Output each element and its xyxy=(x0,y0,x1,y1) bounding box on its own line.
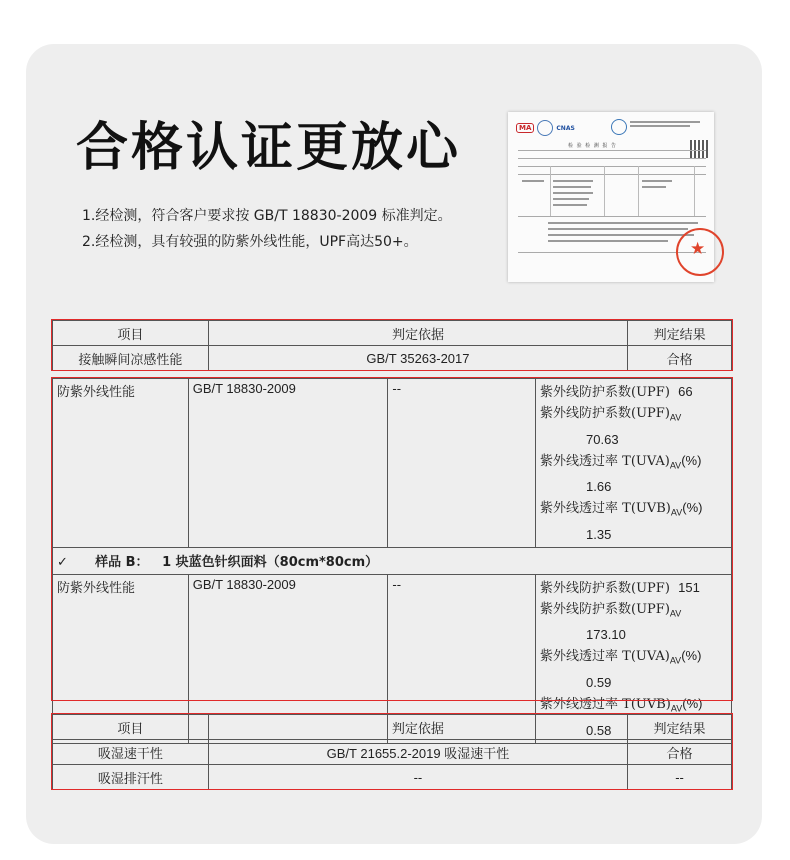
header-item: 项目 xyxy=(53,715,209,740)
table-row xyxy=(53,740,732,765)
cell-item: 吸湿排汗性 xyxy=(53,765,209,790)
sample-b-header xyxy=(53,547,732,574)
cell-result: 合格 xyxy=(628,346,732,371)
result-uvb-label: 紫外线透过率 $T(UVB)_{AV}(\%)$ xyxy=(540,500,703,518)
cell-result: -- xyxy=(628,765,732,790)
qr-code-icon xyxy=(690,140,708,158)
result-upf-av-value: 173.10 xyxy=(586,627,626,643)
sample-b-desc: 1 块蓝色针织面料（80cm*80cm） xyxy=(162,555,379,571)
uv-protection-table xyxy=(52,378,732,744)
cell-item: 接触瞬间凉感性能 xyxy=(53,346,209,371)
cell-requirement: -- xyxy=(388,379,536,548)
result-uvb-value: 0.58 xyxy=(586,722,612,738)
page-title: 合格认证更放心 xyxy=(76,118,462,178)
result-upf: 紫外线防护系数(UPF) 151 xyxy=(540,579,700,596)
cnas-logo: CNAS xyxy=(556,124,575,132)
sample-b-header-row xyxy=(53,547,732,574)
header-result: 判定结果 xyxy=(628,321,732,346)
table-header-row xyxy=(53,321,732,346)
table-row xyxy=(53,346,732,371)
result-uva-label: 紫外线透过率 $T(UVA)_{AV}(\%)$ xyxy=(540,452,702,471)
result-uvb-label: 紫外线透过率 $T(UVB)_{AV}(\%)$ xyxy=(540,695,703,714)
result-upf-av-label: 紫外线防护系数$(UPF)_{AV}$ xyxy=(540,601,682,619)
header-basis: 判定依据 xyxy=(208,321,627,346)
result-upf: 紫外线防护系数(UPF) 66 xyxy=(540,384,693,400)
cell-standard: -- xyxy=(208,765,627,790)
cell-standard: GB/T 18830-2009 xyxy=(188,379,388,548)
ma-logo: MA xyxy=(516,123,534,133)
table-row-sample-a xyxy=(53,379,732,548)
cell-results xyxy=(536,379,732,548)
result-uvb-value: 1.35 xyxy=(586,526,612,542)
header-item: 项目 xyxy=(53,321,209,346)
sample-b-label: 样品 B： xyxy=(95,555,149,571)
inspection-stamp xyxy=(676,228,724,276)
header-basis: 判定依据 xyxy=(208,715,627,740)
result-upf-av-value: 70.63 xyxy=(586,431,619,447)
cell-item: 吸湿速干性 xyxy=(53,740,209,765)
lab-name xyxy=(630,120,700,127)
cell-item: 防紫外线性能 xyxy=(53,574,189,743)
header-result: 判定结果 xyxy=(628,715,732,740)
cell-standard: GB/T 35263-2017 xyxy=(208,346,627,371)
cell-result: 合格 xyxy=(628,740,732,765)
ilac-logo-icon xyxy=(537,120,553,136)
result-uva-value: 1.66 xyxy=(586,479,612,495)
result-uva-value: 0.59 xyxy=(586,674,612,690)
result-table-moisture xyxy=(52,714,732,790)
cell-standard: GB/T 18830-2009 xyxy=(188,574,388,743)
result-uva-label: 紫外线透过率 $T(UVA)_{AV}(\%)$ xyxy=(540,648,702,666)
cell-requirement: -- xyxy=(388,574,536,743)
result-upf-av-label: 紫外线防护系数$(UPF)_{AV}$ xyxy=(540,406,682,423)
check-icon: ✓ xyxy=(57,555,68,571)
result-table-cooling xyxy=(52,320,732,371)
table-row xyxy=(53,765,732,790)
note-1: 1.经检测，符合客户要求按 GB/T 18830-2009 标准判定。 xyxy=(82,208,452,224)
cell-standard: GB/T 21655.2-2019 吸湿速干性 xyxy=(208,740,627,765)
report-heading: 检 验 检 测 报 告 xyxy=(568,143,617,149)
star-icon: ★ xyxy=(690,239,706,259)
note-2: 2.经检测，具有较强的防紫外线性能，UPF高达50+。 xyxy=(82,234,418,250)
cell-item: 防紫外线性能 xyxy=(53,379,189,548)
table-header-row xyxy=(53,715,732,740)
uts-logo-icon xyxy=(611,119,627,135)
certificate-logos xyxy=(516,120,575,136)
